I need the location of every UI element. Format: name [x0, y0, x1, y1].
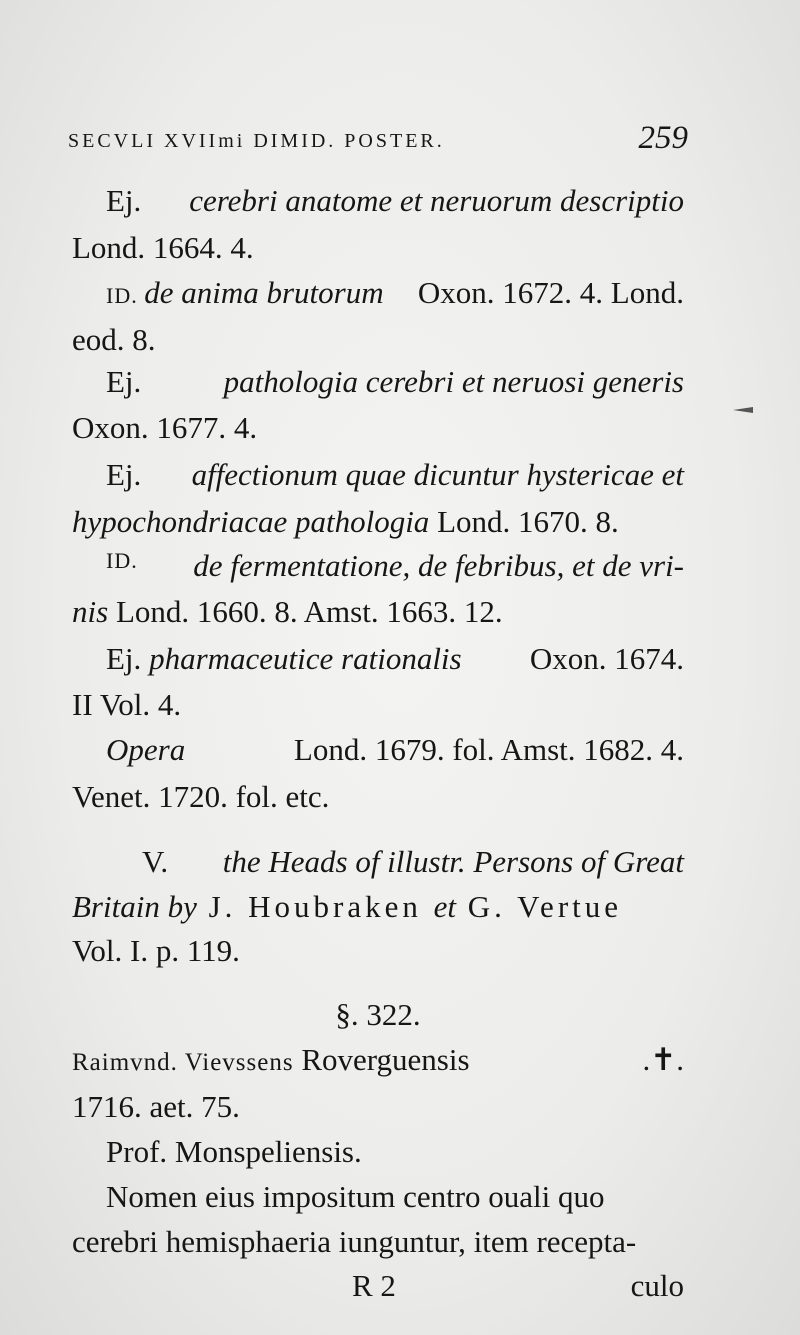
text-line: ID. de anima brutorum Oxon. 1672. 4. Lond.	[106, 275, 684, 310]
text-line: II Vol. 4.	[72, 687, 182, 722]
text-line: eod. 8.	[72, 322, 156, 357]
text-line: Britain by J. Houbraken et G. Vertue	[72, 889, 623, 924]
running-head: SECVLI XVIImi DIMID. POSTER.	[68, 130, 445, 152]
text-line: cerebri hemisphaeria iunguntur, item recepta-	[72, 1224, 637, 1259]
text-line: hypochondriacae pathologia Lond. 1670. 8.	[72, 504, 619, 539]
text-line: Venet. 1720. fol. etc.	[72, 779, 330, 814]
text-line: Vol. I. p. 119.	[72, 933, 240, 968]
running-header	[68, 118, 688, 158]
text-line: Oxon. 1677. 4.	[72, 410, 258, 445]
text-line: ID. de fermentatione, de febribus, et de vri-	[106, 548, 684, 583]
text-line: Ej. pathologia cerebri et neruosi generis	[106, 364, 684, 399]
text-line: 1716. aet. 75.	[72, 1089, 240, 1124]
text-line: Nomen eius impositum centro ouali quo	[106, 1179, 605, 1214]
text-line: Lond. 1664. 4.	[72, 230, 254, 265]
text-line: Ej. cerebri anatome et neruorum descriptio	[106, 183, 684, 218]
page-number: 259	[638, 120, 688, 156]
text-line: nis Lond. 1660. 8. Amst. 1663. 12.	[72, 594, 503, 629]
text-line: Opera Lond. 1679. fol. Amst. 1682. 4.	[106, 732, 684, 767]
text-line: Raimvnd. Vievssens Roverguensis .✝.	[72, 1042, 684, 1077]
signature-mark: R 2	[352, 1268, 396, 1303]
text-line: Prof. Monspeliensis.	[106, 1134, 362, 1169]
page-footer	[72, 1268, 684, 1308]
catchword: culo	[630, 1268, 684, 1303]
text-line: Ej. pharmaceutice rationalis Oxon. 1674.	[106, 641, 684, 676]
text-line: Ej. affectionum quae dicuntur hystericae et	[106, 457, 684, 492]
section-heading: §. 322.	[335, 997, 421, 1032]
text-line: V. the Heads of illustr. Persons of Great	[142, 844, 684, 879]
margin-mark-icon	[733, 405, 755, 415]
